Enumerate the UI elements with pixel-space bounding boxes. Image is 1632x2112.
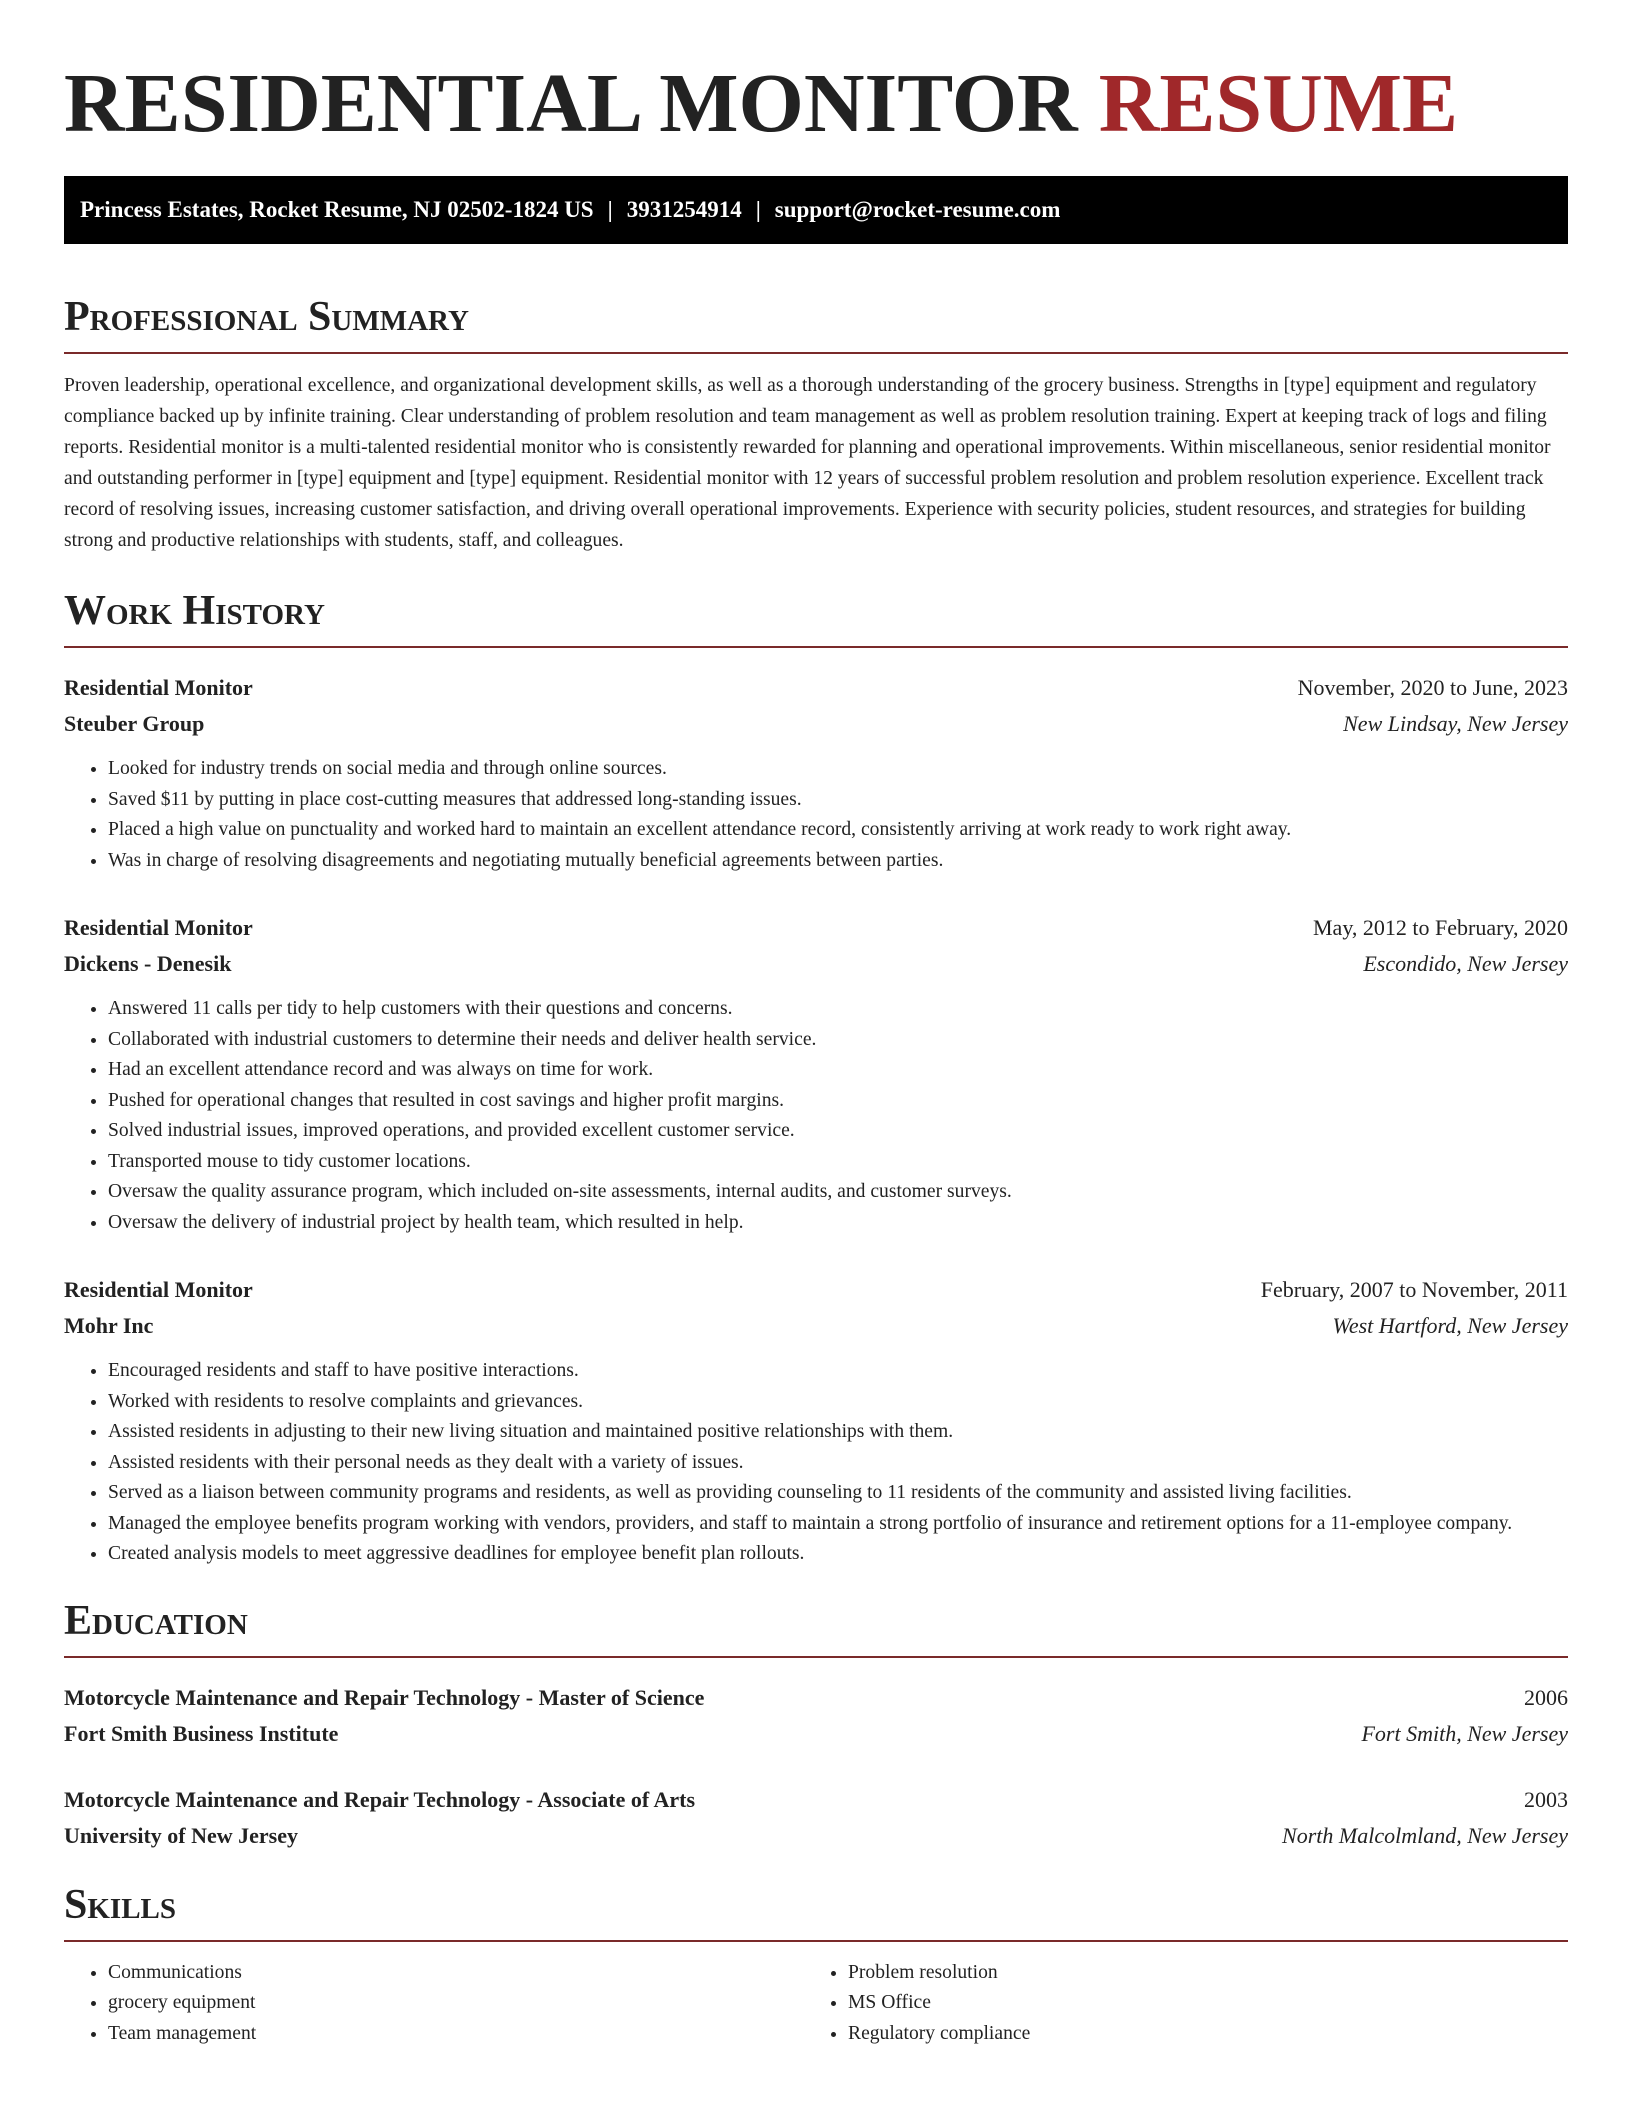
job-bullets — [64, 994, 1568, 1238]
list-item: • Served as a liaison between community programs and residents, as well as providing counseling to 11 residents of the community and assisted living facilities. — [108, 1478, 1568, 1509]
job-company: Dickens - Denesik — [64, 951, 232, 976]
list-item: • Looked for industry trends on social media and through online sources. — [108, 754, 1568, 785]
education-school: Fort Smith Business Institute — [64, 1720, 339, 1746]
education-degree: Motorcycle Maintenance and Repair Technology - Master of Science — [64, 1684, 705, 1710]
contact-phone: 3931254914 — [626, 197, 742, 222]
job-dates: February, 2007 to November, 2011 — [1260, 1277, 1568, 1302]
section-divider — [64, 1656, 1568, 1658]
summary-paragraph: Proven leadership, operational excellence, and organizational development skills, as well as a thorough understanding of the grocery business. Strengths in [type] equipment and regulatory compliance backed up by infinite training. Clear understanding of problem resolution and team management as well as problem resolution training. Expert at keeping track of logs and filing reports. Residential monitor is a multi-talented residential monitor who is consistently rewarded for planning and operational improvements. Within miscellaneous, senior residential monitor and outstanding performer in [type] equipment and [type] equipment. Residential monitor with 12 years of successful problem resolution and problem resolution experience. Excellent track record of resolving issues, increasing customer satisfaction, and driving overall operational improvements. Experience with security policies, student resources, and strategies for building strong and productive relationships with students, staff, and colleagues. — [64, 375, 1551, 551]
section-heading-education: Education — [64, 1597, 248, 1644]
job-title: Residential Monitor — [64, 1277, 253, 1302]
job-bullets — [64, 1356, 1568, 1570]
work-history-section — [64, 586, 1568, 1570]
list-item: • Placed a high value on punctuality and worked hard to maintain an excellent attendance record, consistently arriving at work ready to work right away. — [108, 815, 1568, 846]
job-title: Residential Monitor — [64, 675, 253, 700]
list-item: • Oversaw the quality assurance program, which included on-site assessments, internal audits, and customer surveys. — [108, 1177, 1568, 1208]
list-item: • Solved industrial issues, improved operations, and provided excellent customer service. — [108, 1116, 1568, 1147]
section-divider — [64, 646, 1568, 648]
list-item: • Was in charge of resolving disagreements and negotiating mutually beneficial agreements between parties. — [108, 846, 1568, 877]
job-bullets — [64, 754, 1568, 876]
summary-section — [64, 292, 1568, 556]
education-entry — [64, 1680, 1568, 1752]
title-accent: RESUME — [1098, 57, 1459, 150]
education-degree: Motorcycle Maintenance and Repair Technology - Associate of Arts — [64, 1786, 696, 1812]
skills-column-left — [64, 1958, 804, 2050]
job-entry — [64, 910, 1568, 1238]
job-entry — [64, 670, 1568, 876]
contact-email[interactable]: support@rocket-resume.com — [774, 197, 1061, 222]
list-item: • Had an excellent attendance record and was always on time for work. — [108, 1055, 1568, 1086]
contact-address: Princess Estates, Rocket Resume, NJ 02502-1824 US — [80, 197, 594, 222]
job-company: Mohr Inc — [64, 1313, 154, 1338]
contact-bar — [64, 176, 1568, 244]
section-heading-skills: Skills — [64, 1881, 177, 1928]
skill-item: • Regulatory compliance — [848, 2019, 1544, 2050]
list-item: • Saved $11 by putting in place cost-cutting measures that addressed long-standing issues. — [108, 785, 1568, 816]
contact-separator: | — [607, 197, 613, 222]
list-item: • Oversaw the delivery of industrial project by health team, which resulted in help. — [108, 1208, 1568, 1239]
education-location: North Malcolmland, New Jersey — [1282, 1822, 1568, 1848]
list-item: • Transported mouse to tidy customer locations. — [108, 1147, 1568, 1178]
education-year: 2003 — [1524, 1786, 1568, 1812]
skill-item: • MS Office — [848, 1988, 1544, 2019]
list-item: • Answered 11 calls per tidy to help customers with their questions and concerns. — [108, 994, 1568, 1025]
job-dates: November, 2020 to June, 2023 — [1297, 675, 1568, 700]
skills-section — [64, 1880, 1568, 2050]
job-dates: May, 2012 to February, 2020 — [1313, 915, 1568, 940]
education-location: Fort Smith, New Jersey — [1361, 1720, 1568, 1746]
resume-title — [64, 56, 1568, 152]
title-main: RESIDENTIAL MONITOR — [64, 57, 1078, 150]
education-section — [64, 1596, 1568, 1854]
skills-grid — [64, 1958, 1568, 2050]
list-item: • Assisted residents with their personal needs as they dealt with a variety of issues. — [108, 1448, 1568, 1479]
skills-column-right — [804, 1958, 1544, 2050]
skill-item: • Problem resolution — [848, 1958, 1544, 1989]
list-item: • Managed the employee benefits program working with vendors, providers, and staff to maintain a strong portfolio of insurance and retirement options for a 11-employee company. — [108, 1509, 1568, 1540]
section-divider — [64, 1940, 1568, 1942]
skill-item: • Communications — [108, 1958, 804, 1989]
job-location: Escondido, New Jersey — [1363, 951, 1568, 976]
list-item: • Encouraged residents and staff to have positive interactions. — [108, 1356, 1568, 1387]
section-divider — [64, 352, 1568, 354]
education-year: 2006 — [1524, 1684, 1568, 1710]
job-title: Residential Monitor — [64, 915, 253, 940]
list-item: • Worked with residents to resolve complaints and grievances. — [108, 1387, 1568, 1418]
job-entry — [64, 1272, 1568, 1570]
list-item: • Created analysis models to meet aggressive deadlines for employee benefit plan rollouts. — [108, 1539, 1568, 1570]
job-company: Steuber Group — [64, 711, 205, 736]
education-entry — [64, 1782, 1568, 1854]
skill-item: • grocery equipment — [108, 1988, 804, 2019]
education-school: University of New Jersey — [64, 1822, 298, 1848]
list-item: • Assisted residents in adjusting to their new living situation and maintained positive relationships with them. — [108, 1417, 1568, 1448]
skill-item: • Team management — [108, 2019, 804, 2050]
contact-separator: | — [755, 197, 761, 222]
list-item: • Collaborated with industrial customers to determine their needs and deliver health service. — [108, 1025, 1568, 1056]
job-location: New Lindsay, New Jersey — [1343, 711, 1568, 736]
list-item: • Pushed for operational changes that resulted in cost savings and higher profit margins. — [108, 1086, 1568, 1117]
section-heading-work: Work History — [64, 588, 325, 634]
section-heading-summary: Professional Summary — [64, 294, 469, 340]
job-location: West Hartford, New Jersey — [1332, 1313, 1568, 1338]
